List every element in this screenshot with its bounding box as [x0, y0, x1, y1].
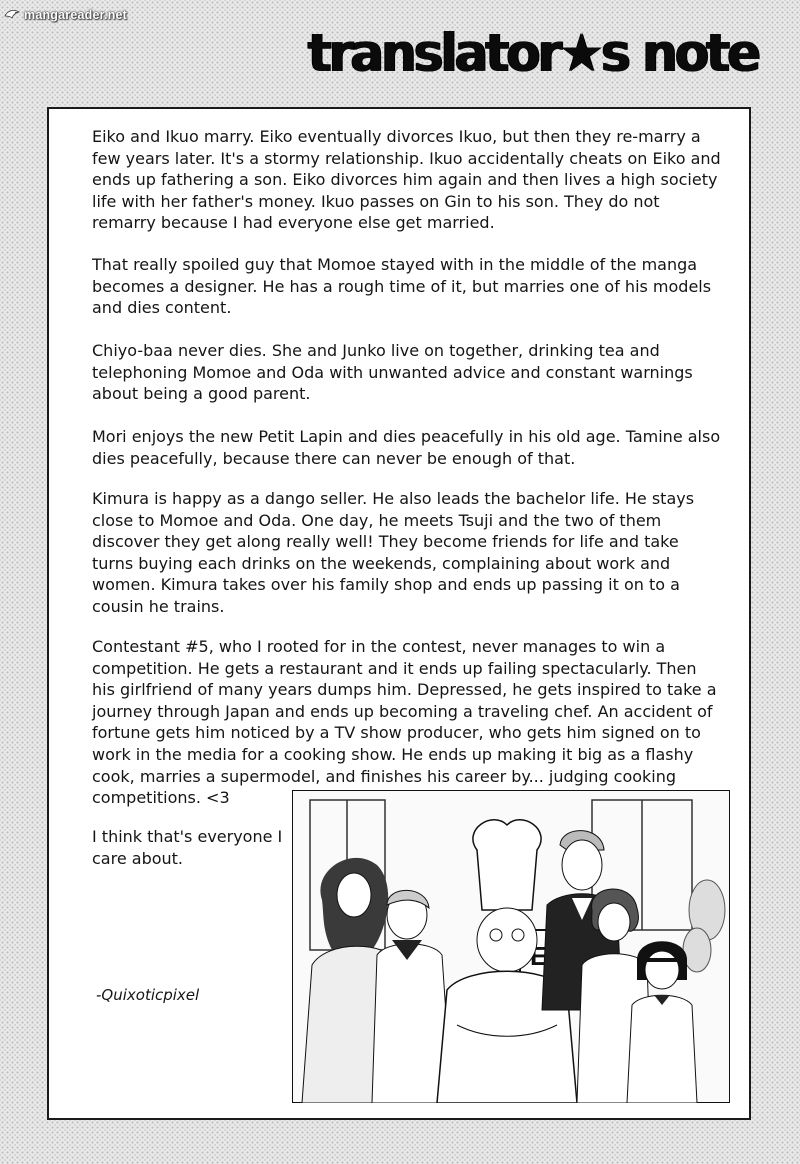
paragraph-spoiled-guy: That really spoiled guy that Momoe stayed with in the middle of the manga becomes a designer. He has a rough time of it, but marries one of his models and dies content. [92, 255, 712, 318]
closing-remark: I think that's everyone I care about. [92, 827, 283, 868]
translator-signature: -Quixoticpixel [96, 986, 200, 1004]
watermark [4, 6, 127, 24]
paragraph-contestant-5: Contestant #5, who I rooted for in the contest, never manages to win a competition. He gets a restaurant and it ends up failing spectacularly. Then his girlfriend of many years dumps him. Depressed, he gets inspired to take a journey through Japan and ends up becoming a traveling chef. An accident of fortune gets him noticed by a TV show producer, who gets him signed on to work in the media for a cooking show. He ends up making it big as a flashy cook, marries a supermodel, and finishes his career by... judging cooking competitions. <3 [92, 637, 717, 808]
paragraph-kimura: Kimura is happy as a dango seller. He also leads the bachelor life. He stays close to Momoe and Oda. One day, he meets Tsuji and the two of them discover they get along really well! They become friends for life and take turns buying each drinks on the weekends, complaining about work and women. Kimura takes over his family shop and ends up passing it on to a cousin he trains. [92, 489, 695, 616]
watermark-text: mangareader.net [24, 8, 128, 22]
page-title: translator★s note [307, 22, 758, 84]
bird-logo-icon [4, 7, 20, 23]
manga-illustration [292, 790, 730, 1103]
paragraph-mori: Mori enjoys the new Petit Lapin and dies peacefully in his old age. Tamine also dies peacefully, because there can never be enough of that. [92, 427, 721, 468]
paragraph-eiko-ikuo: Eiko and Ikuo marry. Eiko eventually divorces Ikuo, but then they re-marry a few years later. It's a stormy relationship. Ikuo accidentally cheats on Eiko and ends up fathering a son. Eiko divorces him again and then lives a high society life with her father's money. Ikuo passes on Gin to his son. They do not remarry because I had everyone else get married. [92, 127, 721, 233]
character-bob-hair-girl [627, 941, 697, 1103]
paragraph-chiyo-baa: Chiyo-baa never dies. She and Junko live on together, drinking tea and telephoning Momoe and Oda with unwanted advice and constant warnings about being a good parent. [92, 341, 693, 404]
